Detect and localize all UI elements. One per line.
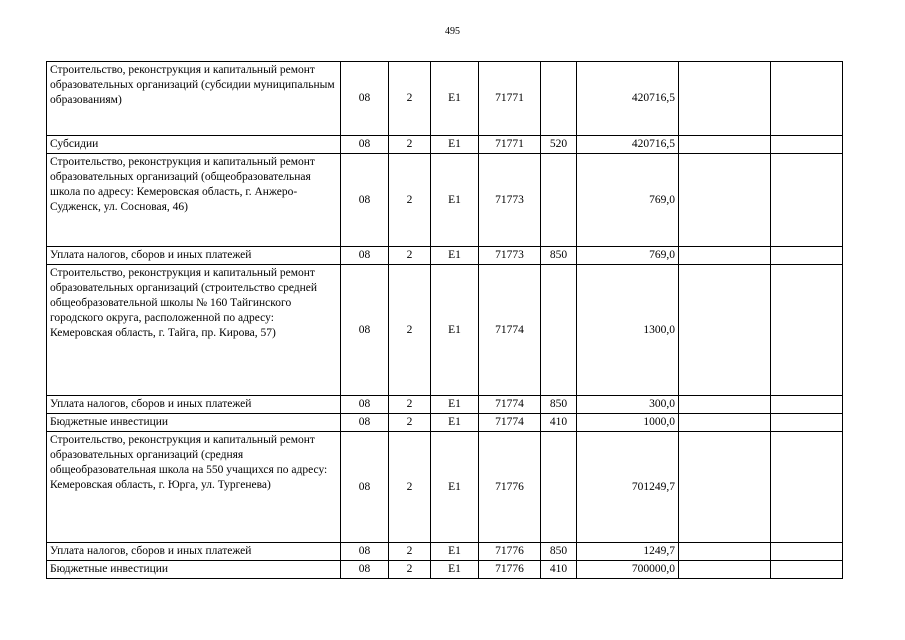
item-name-cell: Строительство, реконструкция и капитальный ремонт образовательных организаций (общеобразовательная школа по адресу: Кемеровская область, г. Анжеро-Судженск, ул. Сосновая, 46) [47,154,341,247]
empty-cell-9 [771,247,843,265]
code-cell: 71771 [479,62,541,136]
program-cell: E1 [431,396,479,414]
subsection-cell: 2 [389,136,431,154]
empty-cell-8 [679,154,771,247]
item-name-cell: Бюджетные инвестиции [47,414,341,432]
subsection-cell: 2 [389,414,431,432]
subsection-cell: 2 [389,154,431,247]
code-cell: 71771 [479,136,541,154]
item-name-cell: Уплата налогов, сборов и иных платежей [47,543,341,561]
expense-type-cell: 850 [541,543,577,561]
empty-cell-8 [679,561,771,579]
section-cell: 08 [341,414,389,432]
expense-type-cell [541,432,577,543]
table-row [47,62,843,136]
amount-cell: 1249,7 [577,543,679,561]
section-cell: 08 [341,136,389,154]
table-row [47,247,843,265]
subsection-cell: 2 [389,543,431,561]
item-name-cell: Субсидии [47,136,341,154]
section-cell: 08 [341,432,389,543]
empty-cell-8 [679,543,771,561]
program-cell: E1 [431,62,479,136]
empty-cell-8 [679,136,771,154]
subsection-cell: 2 [389,396,431,414]
empty-cell-8 [679,265,771,396]
subsection-cell: 2 [389,432,431,543]
table-row [47,561,843,579]
program-cell: E1 [431,432,479,543]
section-cell: 08 [341,62,389,136]
amount-cell: 700000,0 [577,561,679,579]
empty-cell-9 [771,414,843,432]
amount-cell: 1300,0 [577,265,679,396]
expense-type-cell: 850 [541,396,577,414]
item-name-cell: Уплата налогов, сборов и иных платежей [47,247,341,265]
amount-cell: 769,0 [577,247,679,265]
program-cell: E1 [431,543,479,561]
table-row [47,265,843,396]
code-cell: 71776 [479,432,541,543]
program-cell: E1 [431,154,479,247]
amount-cell: 420716,5 [577,136,679,154]
empty-cell-9 [771,265,843,396]
subsection-cell: 2 [389,247,431,265]
code-cell: 71774 [479,265,541,396]
section-cell: 08 [341,543,389,561]
empty-cell-8 [679,247,771,265]
table-row [47,136,843,154]
empty-cell-9 [771,396,843,414]
empty-cell-9 [771,62,843,136]
amount-cell: 1000,0 [577,414,679,432]
code-cell: 71776 [479,543,541,561]
expense-type-cell: 410 [541,561,577,579]
empty-cell-9 [771,561,843,579]
expense-type-cell [541,265,577,396]
expense-type-cell: 410 [541,414,577,432]
empty-cell-8 [679,62,771,136]
item-name-cell: Строительство, реконструкция и капитальный ремонт образовательных организаций (субсидии муниципальным образованиям) [47,62,341,136]
budget-table [46,61,843,579]
program-cell: E1 [431,265,479,396]
expense-type-cell: 520 [541,136,577,154]
table-row [47,154,843,247]
section-cell: 08 [341,154,389,247]
program-cell: E1 [431,561,479,579]
program-cell: E1 [431,136,479,154]
code-cell: 71774 [479,396,541,414]
program-cell: E1 [431,247,479,265]
code-cell: 71773 [479,247,541,265]
code-cell: 71774 [479,414,541,432]
section-cell: 08 [341,561,389,579]
code-cell: 71773 [479,154,541,247]
section-cell: 08 [341,265,389,396]
subsection-cell: 2 [389,561,431,579]
amount-cell: 300,0 [577,396,679,414]
code-cell: 71776 [479,561,541,579]
page-number: 495 [445,26,460,37]
empty-cell-9 [771,154,843,247]
amount-cell: 769,0 [577,154,679,247]
item-name-cell: Строительство, реконструкция и капитальный ремонт образовательных организаций (средняя общеобразовательная школа на 550 учащихся по адресу: Кемеровская область, г. Юрга, ул. Тургенева) [47,432,341,543]
empty-cell-8 [679,396,771,414]
item-name-cell: Уплата налогов, сборов и иных платежей [47,396,341,414]
empty-cell-9 [771,543,843,561]
amount-cell: 701249,7 [577,432,679,543]
empty-cell-9 [771,432,843,543]
table-row [47,432,843,543]
empty-cell-9 [771,136,843,154]
table-row [47,543,843,561]
table-row [47,396,843,414]
section-cell: 08 [341,247,389,265]
empty-cell-8 [679,414,771,432]
expense-type-cell [541,154,577,247]
program-cell: E1 [431,414,479,432]
empty-cell-8 [679,432,771,543]
expense-type-cell [541,62,577,136]
amount-cell: 420716,5 [577,62,679,136]
item-name-cell: Бюджетные инвестиции [47,561,341,579]
item-name-cell: Строительство, реконструкция и капитальный ремонт образовательных организаций (строительство средней общеобразовательной школы № 160 Тайгинского городского округа, расположенной по адресу: Кемеровская область, г. Тайга, пр. Кирова, 57) [47,265,341,396]
table-row [47,414,843,432]
expense-type-cell: 850 [541,247,577,265]
subsection-cell: 2 [389,62,431,136]
section-cell: 08 [341,396,389,414]
subsection-cell: 2 [389,265,431,396]
